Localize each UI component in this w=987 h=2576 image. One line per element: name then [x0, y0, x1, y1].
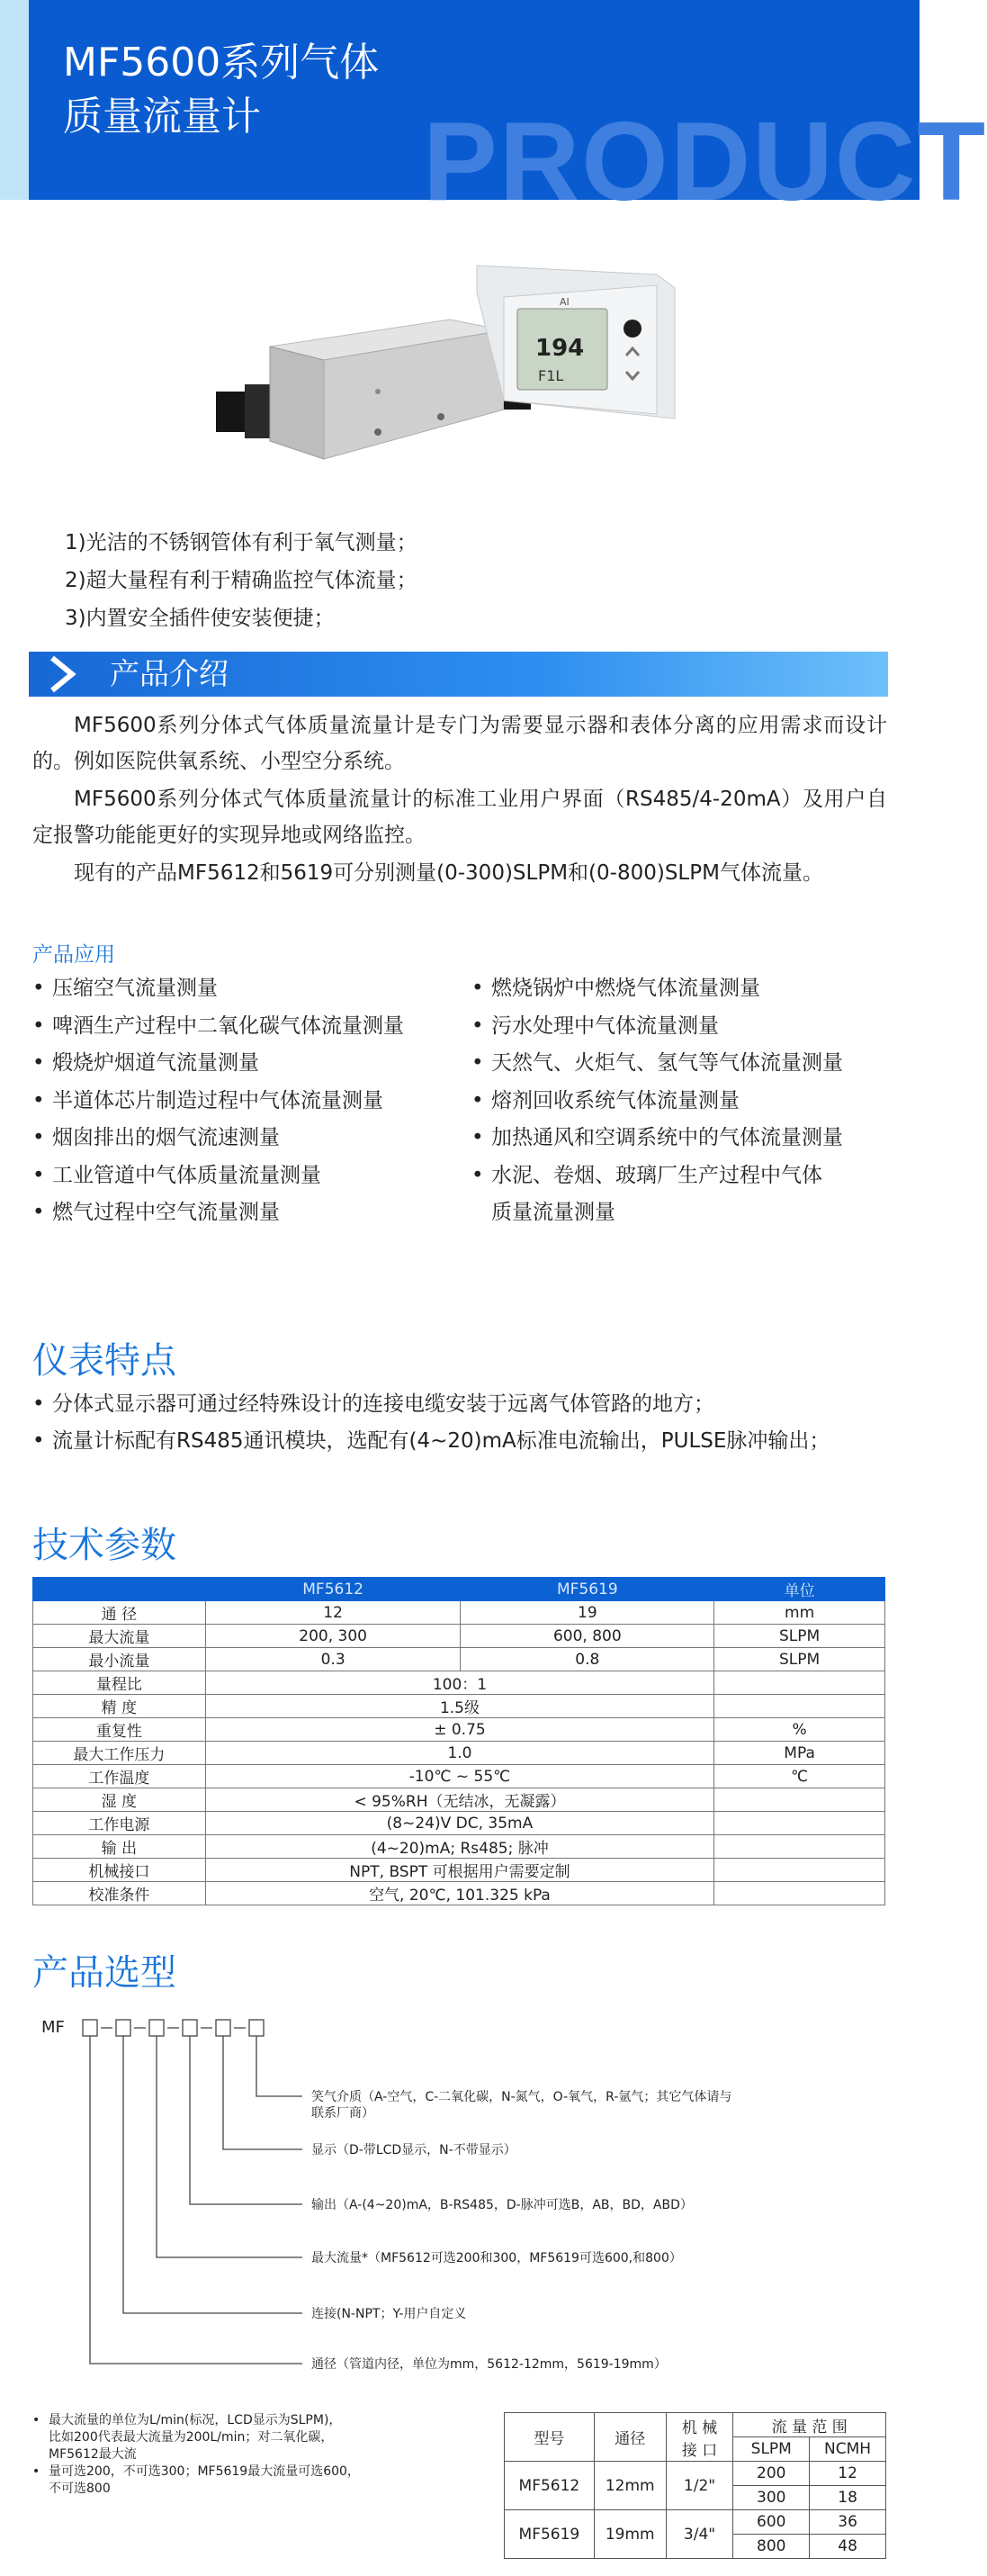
list-item: • 压缩空气流量测量 — [32, 970, 464, 1008]
applications-left-list — [32, 970, 464, 1232]
intro-paragraph-3: 现有的产品MF5612和5619可分别测量(0-300)SLPM和(0-800)SLPM气体流量。 — [74, 861, 823, 885]
feature-item: 1)光洁的不锈钢管体有利于氧气测量； — [65, 531, 417, 554]
table-header-cell: NCMH — [810, 2437, 886, 2462]
table-cell: 300 — [733, 2486, 810, 2510]
option-label-max-flow: 最大流量*（MF5612可选200和300，MF5619可选600,和800） — [311, 2251, 682, 2265]
table-row — [505, 2510, 886, 2535]
table-cell: 48 — [810, 2535, 886, 2559]
list-item: • 熔剂回收系统气体流量测量 — [471, 1083, 903, 1121]
table-cell: 重复性 — [33, 1718, 206, 1742]
table-header-cell: SLPM — [733, 2437, 810, 2462]
table-cell: 12mm — [594, 2462, 666, 2510]
table-cell: 200 — [733, 2462, 810, 2486]
header-accent-strip — [0, 0, 29, 200]
option-label-display: 显示（D-带LCD显示，N-不带显示） — [311, 2143, 516, 2157]
table-cell: 12 — [810, 2462, 886, 2486]
table-cell: SLPM — [714, 1625, 885, 1648]
table-cell: (8~24)V DC, 35mA — [205, 1812, 713, 1835]
table-row — [33, 1718, 885, 1742]
enter-button — [624, 320, 642, 338]
table-cell: 1.0 — [205, 1742, 713, 1765]
spec-header-cell — [33, 1578, 206, 1601]
table-header-cell: 型号 — [505, 2413, 595, 2462]
selection-heading: 产品选型 — [32, 1952, 176, 1994]
spec-header-cell: MF5619 — [461, 1578, 714, 1601]
header-line: 机 械 — [681, 2418, 718, 2437]
table-cell: 36 — [810, 2510, 886, 2535]
selection-diagram — [32, 2005, 896, 2383]
table-cell: % — [714, 1718, 885, 1742]
code-box — [183, 2020, 197, 2036]
list-item-continuation: 质量流量测量 — [491, 1201, 615, 1224]
table-cell: 12 — [205, 1601, 461, 1625]
spec-header-cell: MF5612 — [205, 1578, 461, 1601]
header-watermark: PRODUCT — [423, 100, 987, 224]
table-header-cell: 流 量 范 围 — [733, 2413, 886, 2437]
table-cell: 最小流量 — [33, 1648, 206, 1671]
table-cell: (4~20)mA; Rs485; 脉冲 — [205, 1835, 713, 1859]
table-cell — [714, 1788, 885, 1812]
lcd-value: 194 — [535, 335, 585, 362]
spec-table — [32, 1577, 885, 1905]
code-box — [116, 2020, 130, 2036]
intro-paragraph-2: MF5600系列分体式气体质量流量计的标准工业用户界面（RS485/4-20mA）及用户自定报警功能能更好的实现异地或网络监控。 — [32, 788, 887, 847]
table-cell: 机械接口 — [33, 1859, 206, 1882]
table-cell: 最大工作压力 — [33, 1742, 206, 1765]
table-row — [33, 1882, 885, 1905]
table-cell — [714, 1671, 885, 1695]
note-line: • 量可选200，不可选300；MF5619最大流量可选600， — [49, 2464, 360, 2479]
table-cell: SLPM — [714, 1648, 885, 1671]
header-banner — [0, 0, 987, 224]
table-cell: 3/4" — [666, 2510, 733, 2559]
table-cell: MPa — [714, 1742, 885, 1765]
list-item: • 燃烧锅炉中燃烧气体流量测量 — [471, 970, 903, 1008]
intro-paragraph-1: MF5600系列分体式气体质量流量计是专门为需要显示器和表体分离的应用需求而设计的。例如医院供氧系统、小型空分系统。 — [32, 714, 887, 773]
table-cell: 0.3 — [205, 1648, 461, 1671]
code-box — [149, 2020, 164, 2036]
list-item: • 啤酒生产过程中二氧化碳气体流量测量 — [32, 1008, 464, 1046]
chevron-right-icon — [45, 656, 79, 692]
intro-heading: 产品介绍 — [110, 656, 229, 691]
option-label-medium-cont: 联系厂商） — [311, 2106, 374, 2121]
table-cell: ℃ — [714, 1765, 885, 1788]
applications-right-list — [471, 970, 903, 1232]
code-box — [83, 2020, 97, 2036]
option-label-medium: 笑气介质（A-空气，C-二氧化碳，N-氮气，O-氧气，R-氩气；其它气体请与 — [311, 2090, 732, 2104]
table-cell — [714, 1882, 885, 1905]
intro-section-bar — [29, 652, 888, 697]
note-line: 比如200代表最大流量为200L/min；对二氧化碳， — [49, 2430, 334, 2445]
table-row — [505, 2462, 886, 2486]
table-row — [33, 1695, 885, 1718]
list-item: • 加热通风和空调系统中的气体流量测量 — [471, 1120, 903, 1157]
specs-heading: 技术参数 — [32, 1525, 176, 1566]
lcd-sub-value: F1L — [538, 367, 564, 384]
table-row — [505, 2413, 886, 2437]
table-cell: 800 — [733, 2535, 810, 2559]
note-line: 不可选800 — [49, 2481, 111, 2496]
table-row — [33, 1859, 885, 1882]
table-row — [33, 1812, 885, 1835]
header-line: 接 口 — [681, 2441, 718, 2460]
table-cell: 100：1 — [205, 1671, 713, 1695]
table-row — [33, 1742, 885, 1765]
table-cell: 0.8 — [461, 1648, 714, 1671]
note-item — [32, 2412, 482, 2463]
table-cell: 200, 300 — [205, 1625, 461, 1648]
table-cell: NPT, BSPT 可根据用户需要定制 — [205, 1859, 713, 1882]
spec-header-row — [33, 1578, 885, 1601]
title-line-1: MF5600系列气体 — [63, 40, 380, 86]
table-cell: 输 出 — [33, 1835, 206, 1859]
feature-list — [65, 524, 417, 637]
meter-features-heading: 仪表特点 — [32, 1340, 176, 1382]
table-cell — [714, 1695, 885, 1718]
list-item: • 煅烧炉烟道气流量测量 — [32, 1045, 464, 1083]
option-label-output: 输出（A-(4~20)mA，B-RS485，D-脉冲可选B，AB，BD，ABD） — [311, 2198, 693, 2212]
table-row — [33, 1625, 885, 1648]
table-cell: 湿 度 — [33, 1788, 206, 1812]
table-cell: 600 — [733, 2510, 810, 2535]
table-cell: 19 — [461, 1601, 714, 1625]
spec-header-cell: 单位 — [714, 1578, 885, 1601]
feature-item: 2)超大量程有利于精确监控气体流量； — [65, 569, 417, 592]
table-cell — [714, 1835, 885, 1859]
table-cell: 量程比 — [33, 1671, 206, 1695]
table-cell: < 95%RH（无结冰，无凝露） — [205, 1788, 713, 1812]
table-cell: 1/2" — [666, 2462, 733, 2510]
table-row — [33, 1601, 885, 1625]
selection-notes — [32, 2412, 482, 2498]
title-line-2: 质量流量计 — [63, 94, 261, 140]
table-cell: 工作电源 — [33, 1812, 206, 1835]
selection-table — [504, 2412, 886, 2559]
list-item: • 烟囱排出的烟气流速测量 — [32, 1120, 464, 1157]
feature-item: 3)内置安全插件使安装便捷； — [65, 607, 335, 630]
list-item: • 流量计标配有RS485通讯模块，选配有(4~20)mA标准电流输出，PULSE脉冲输出； — [32, 1423, 896, 1460]
table-row — [33, 1671, 885, 1695]
code-box — [216, 2020, 230, 2036]
table-cell: 精 度 — [33, 1695, 206, 1718]
note-item — [32, 2463, 482, 2498]
table-cell: mm — [714, 1601, 885, 1625]
table-row — [33, 1835, 885, 1859]
table-cell: 校准条件 — [33, 1882, 206, 1905]
table-cell — [714, 1859, 885, 1882]
list-item: • 工业管道中气体质量流量测量 — [32, 1157, 464, 1195]
list-item: • 天然气、火炬气、氢气等气体流量测量 — [471, 1045, 903, 1083]
list-item: • 半道体芯片制造过程中气体流量测量 — [32, 1083, 464, 1121]
table-header-cell: 通径 — [594, 2413, 666, 2462]
note-line: • 最大流量的单位为L/min(标况，LCD显示为SLPM)， — [49, 2413, 342, 2427]
table-cell: MF5612 — [505, 2462, 595, 2510]
table-row — [33, 1765, 885, 1788]
page-title — [63, 36, 379, 144]
table-cell: 工作温度 — [33, 1765, 206, 1788]
applications-heading: 产品应用 — [32, 943, 115, 967]
list-item: • 分体式显示器可通过经特殊设计的连接电缆安装于远离气体管路的地方； — [32, 1386, 896, 1423]
table-cell: 空气, 20℃, 101.325 kPa — [205, 1882, 713, 1905]
option-label-connection: 连接(N-NPT；Y-用户自定义 — [311, 2307, 467, 2321]
list-item: • 污水处理中气体流量测量 — [471, 1008, 903, 1046]
table-cell: 600, 800 — [461, 1625, 714, 1648]
meter-features-list — [32, 1386, 896, 1460]
device-brand: AI — [560, 296, 570, 308]
table-cell: ± 0.75 — [205, 1718, 713, 1742]
table-cell — [714, 1812, 885, 1835]
table-cell: MF5619 — [505, 2510, 595, 2559]
table-cell: 最大流量 — [33, 1625, 206, 1648]
list-item: • 燃气过程中空气流量测量 — [32, 1194, 464, 1232]
table-cell: 18 — [810, 2486, 886, 2510]
product-image — [207, 266, 693, 473]
table-cell: 通 径 — [33, 1601, 206, 1625]
note-line: MF5612最大流 — [49, 2447, 137, 2462]
model-prefix: MF — [41, 2018, 65, 2037]
table-row — [33, 1788, 885, 1812]
table-cell: 1.5级 — [205, 1695, 713, 1718]
option-label-bore: 通径（管道内径，单位为mm，5612-12mm，5619-19mm） — [311, 2357, 667, 2372]
table-header-cell — [666, 2413, 733, 2462]
table-row — [33, 1648, 885, 1671]
table-cell: 19mm — [594, 2510, 666, 2559]
code-box — [249, 2020, 264, 2036]
list-item: • 水泥、卷烟、玻璃厂生产过程中气体 — [471, 1157, 903, 1195]
table-cell: -10℃ ~ 55℃ — [205, 1765, 713, 1788]
